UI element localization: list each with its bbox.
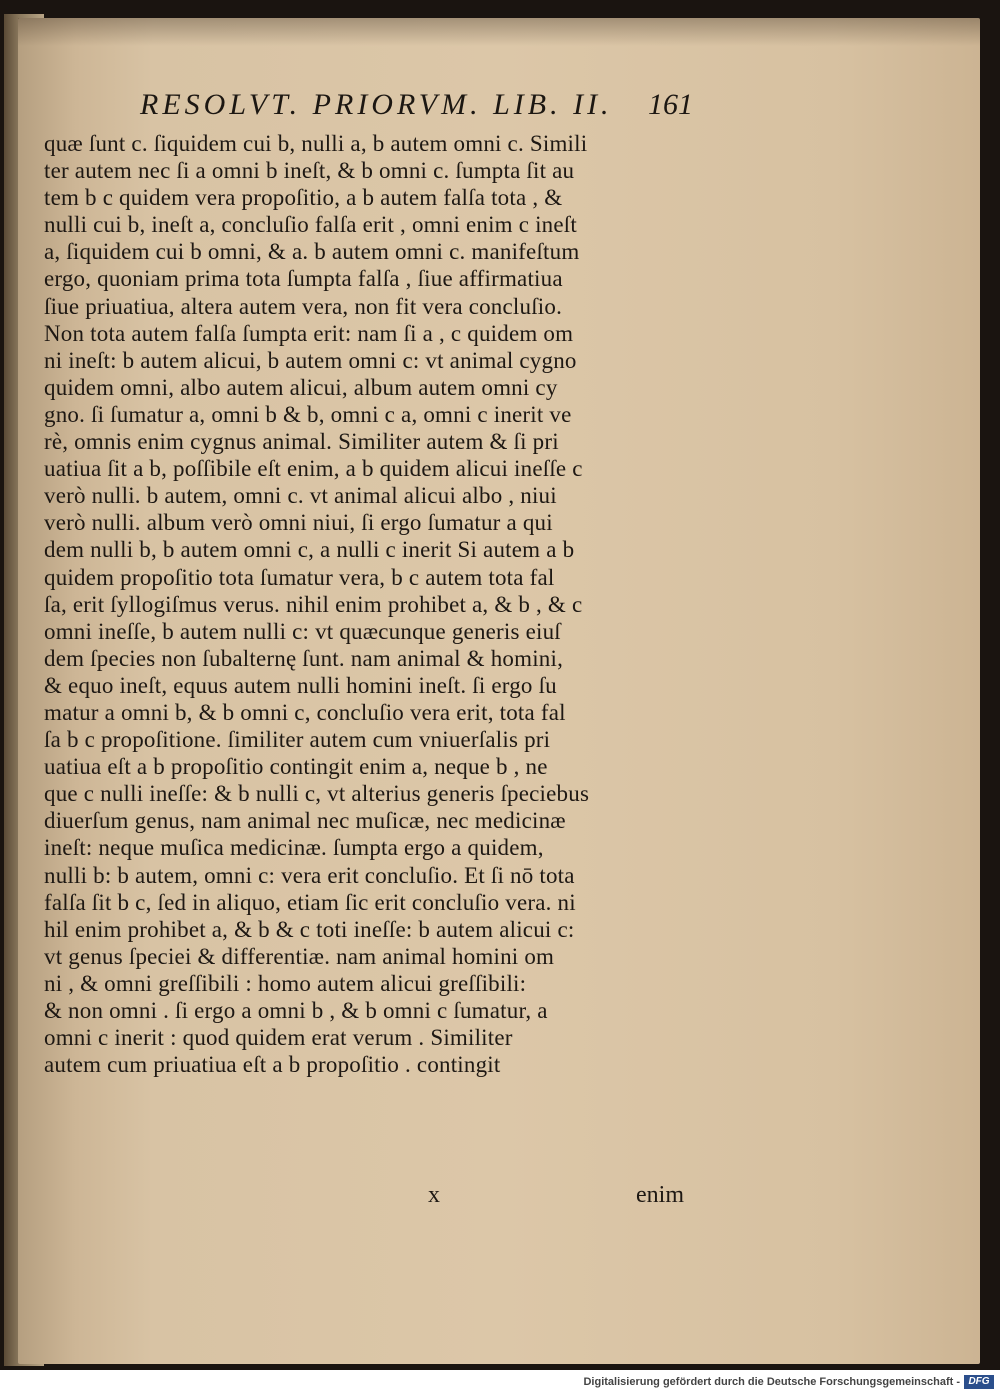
- text-line: uatiua eſt a b propoſitio contingit enim a, neque b , ne: [44, 754, 548, 780]
- text-line: dem ſpecies non ſubalternę ſunt. nam animal & homini,: [44, 645, 564, 671]
- signature-mark: x: [428, 1182, 440, 1208]
- text-line: quidem omni, albo autem alicui, album autem omni cy: [44, 374, 558, 400]
- dfg-logo: DFG: [964, 1375, 994, 1389]
- text-line: autem cum priuatiua eſt a b propoſitio . contingit: [44, 1052, 501, 1078]
- running-head-title: RESOLVT. PRIORVM. LIB. II.: [140, 88, 613, 121]
- text-line: nulli b: b autem, omni c: vera erit concluſio. Et ſi nō tota: [44, 862, 575, 888]
- text-line: ſiue priuatiua, altera autem vera, non fit vera concluſio.: [44, 293, 563, 319]
- text-line: rè, omnis enim cygnus animal. Similiter autem & ſi pri: [44, 429, 559, 455]
- text-line: & equo ineſt, equus autem nulli homini ineſt. ſi ergo ſu: [44, 672, 557, 698]
- text-line: diuerſum genus, nam animal nec muſicæ, nec medicinæ: [44, 808, 566, 834]
- text-line: omni ineſſe, b autem nulli c: vt quæcunque generis eiuſ: [44, 618, 561, 644]
- text-line: verò nulli. b autem, omni c. vt animal alicui albo , niui: [44, 483, 557, 509]
- text-line: omni c inerit : quod quidem erat verum . Similiter: [44, 1025, 513, 1051]
- text-line: tem b c quidem vera propoſitio, a b autem falſa tota , &: [44, 185, 563, 211]
- text-line: quæ ſunt c. ſiquidem cui b, nulli a, b autem omni c. Simili: [44, 131, 588, 156]
- text-line: ineſt: neque muſica medicinæ. ſumpta ergo a quidem,: [44, 835, 544, 861]
- catchword: enim: [636, 1182, 684, 1208]
- text-line: nulli cui b, ineſt a, concluſio falſa erit , omni enim c ineſt: [44, 212, 577, 238]
- text-line: ni , & omni greſſibili : homo autem alicui greſſibili:: [44, 970, 527, 996]
- text-line: matur a omni b, & b omni c, concluſio vera erit, tota fal: [44, 699, 566, 725]
- text-line: hil enim prohibet a, & b & c toti ineſſe: b autem alicui c:: [44, 916, 575, 942]
- text-line: quidem propoſitio tota ſumatur vera, b c autem tota fal: [44, 564, 555, 590]
- text-line: uatiua ſit a b, poſſibile eſt enim, a b quidem alicui ineſſe c: [44, 456, 583, 482]
- body-text: [44, 130, 724, 1078]
- text-line: ſa, erit ſyllogiſmus verus. nihil enim prohibet a, & b , & c: [44, 591, 583, 617]
- text-line: ter autem nec ſi a omni b ineſt, & b omni c. ſumpta ſit au: [44, 158, 575, 184]
- catchword-row: [0, 1182, 1000, 1214]
- text-line: gno. ſi ſumatur a, omni b & b, omni c a, omni c inerit ve: [44, 401, 572, 427]
- text-line: falſa ſit b c, ſed in aliquo, etiam ſic erit concluſio vera. ni: [44, 889, 576, 915]
- text-line: ni ineſt: b autem alicui, b autem omni c: vt animal cygno: [44, 347, 577, 373]
- page-shadow: [18, 18, 980, 46]
- page-number: 161: [648, 88, 693, 121]
- footer-credit: Digitalisierung gefördert durch die Deutsche Forschungsgemeinschaft -: [583, 1376, 960, 1388]
- footer-bar: [0, 1370, 1000, 1397]
- text-line: verò nulli. album verò omni niui, ſi ergo ſumatur a qui: [44, 510, 553, 536]
- text-line: ſa b c propoſitione. ſimiliter autem cum vniuerſalis pri: [44, 727, 551, 753]
- text-line: vt genus ſpeciei & differentiæ. nam animal homini om: [44, 943, 555, 969]
- text-line: a, ſiquidem cui b omni, & a. b autem omni c. manifeſtum: [44, 239, 580, 265]
- text-line: ergo, quoniam prima tota ſumpta falſa , ſiue affirmatiua: [44, 266, 563, 292]
- text-line: que c nulli ineſſe: & b nulli c, vt alterius generis ſpeciebus: [44, 781, 590, 807]
- text-line: Non tota autem falſa ſumpta erit: nam ſi a , c quidem om: [44, 320, 574, 346]
- running-head: [0, 88, 1000, 128]
- text-line: dem nulli b, b autem omni c, a nulli c inerit Si autem a b: [44, 537, 575, 563]
- text-line: & non omni . ſi ergo a omni b , & b omni c ſumatur, a: [44, 998, 548, 1023]
